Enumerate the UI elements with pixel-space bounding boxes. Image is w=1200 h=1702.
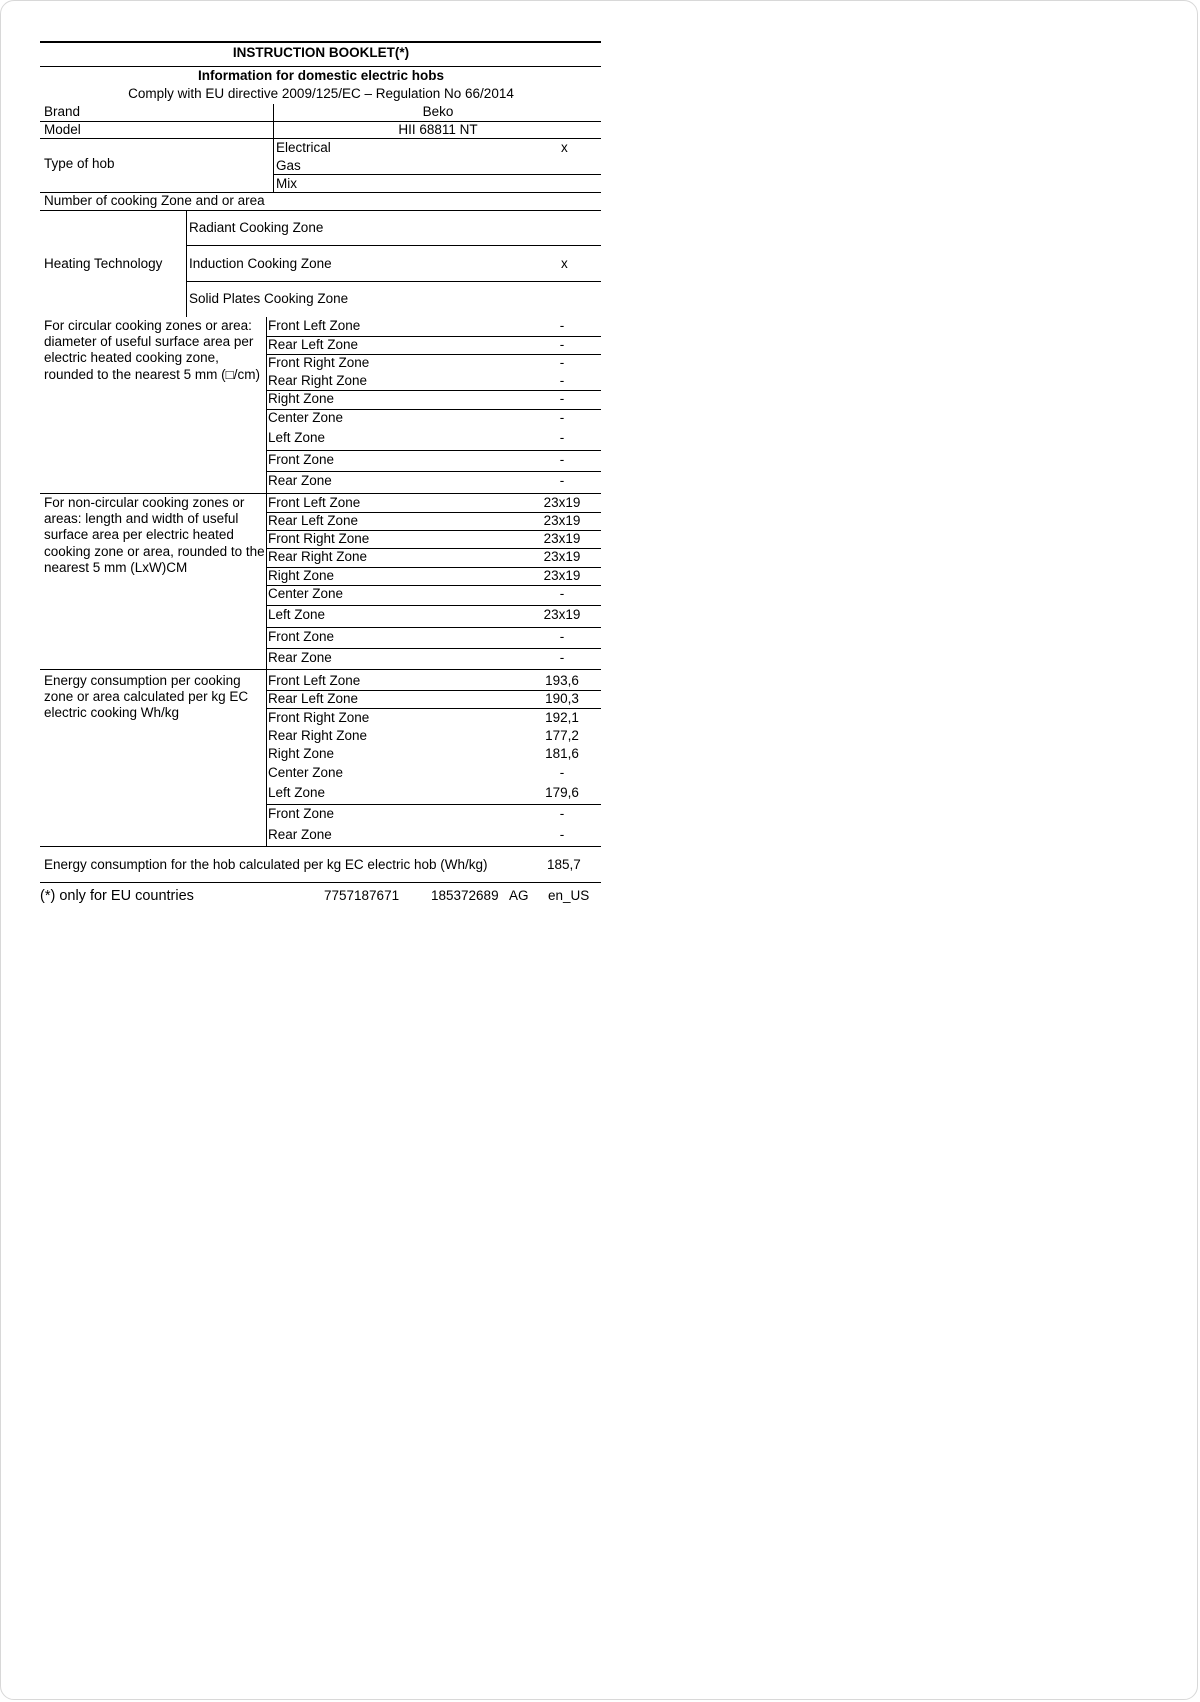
hob-type-electrical-mark: x — [561, 140, 568, 155]
energy-zone-name: Left Zone — [268, 785, 326, 800]
circular-zone-value: - — [559, 318, 565, 333]
rule — [267, 336, 601, 337]
heating-label: Heating Technology — [44, 256, 163, 271]
rule — [40, 882, 601, 883]
top-rule — [40, 41, 601, 43]
energy-zone-value: 190,3 — [545, 691, 579, 706]
energy-zone-value: 181,6 — [545, 746, 579, 761]
rule — [267, 409, 601, 410]
rule — [267, 450, 601, 451]
energy-zone-value: 192,1 — [545, 710, 579, 725]
circular-zone-name: Rear Zone — [268, 473, 332, 488]
zones-count-label: Number of cooking Zone and or area — [44, 193, 265, 208]
rule — [40, 210, 601, 211]
noncircular-zone-value: 23x19 — [543, 513, 581, 528]
noncircular-zone-value: 23x19 — [543, 568, 581, 583]
model-value: HII 68811 NT — [398, 122, 478, 137]
hob-type-mix: Mix — [276, 176, 297, 191]
rule — [186, 210, 187, 317]
energy-zone-value: - — [559, 806, 565, 821]
noncircular-zone-name: Right Zone — [268, 568, 335, 583]
rule — [40, 138, 601, 139]
noncircular-zone-value: 23x19 — [543, 531, 581, 546]
energy-zone-value: 193,6 — [545, 673, 579, 688]
energy-zone-name: Rear Zone — [268, 827, 332, 842]
circular-zone-name: Rear Left Zone — [268, 337, 359, 352]
rule — [40, 669, 601, 670]
rule — [40, 66, 601, 67]
circular-zone-name: Front Zone — [268, 452, 335, 467]
booklet-title: INSTRUCTION BOOKLET(*) — [232, 45, 410, 60]
circular-zone-name: Front Left Zone — [268, 318, 361, 333]
hob-type-label: Type of hob — [44, 156, 115, 171]
rule — [274, 174, 601, 175]
heating-induction-mark: x — [561, 256, 568, 271]
total-label: Energy consumption for the hob calculated per kg EC electric hob (Wh/kg) — [44, 857, 488, 872]
circular-label: For circular cooking zones or area: diameter of useful surface area per electric heated cooking zone, rounded to the nearest 5 mm (□/cm) — [44, 318, 260, 382]
energy-zone-value: - — [559, 765, 565, 780]
energy-zone-name: Rear Right Zone — [268, 728, 368, 743]
circular-zone-value: - — [559, 430, 565, 445]
noncircular-zone-value: 23x19 — [543, 495, 581, 510]
rule — [267, 390, 601, 391]
noncircular-zone-name: Left Zone — [268, 607, 326, 622]
energy-zone-name: Center Zone — [268, 765, 344, 780]
rule — [267, 567, 601, 568]
energy-zone-name: Front Right Zone — [268, 710, 370, 725]
rule — [267, 548, 601, 549]
rule — [267, 690, 601, 691]
rule — [267, 585, 601, 586]
rule — [267, 648, 601, 649]
footer-code-2: 185372689 — [431, 888, 499, 903]
energy-zone-value: 179,6 — [545, 785, 579, 800]
noncircular-zone-value: 23x19 — [543, 607, 581, 622]
brand-label: Brand — [44, 104, 81, 119]
footer-code-1: 7757187671 — [324, 888, 400, 903]
noncircular-zone-name: Front Zone — [268, 629, 335, 644]
circular-zone-value: - — [559, 355, 565, 370]
noncircular-zone-name: Rear Left Zone — [268, 513, 359, 528]
noncircular-zone-name: Front Left Zone — [268, 495, 361, 510]
circular-zone-value: - — [559, 452, 565, 467]
noncircular-zone-name: Center Zone — [268, 586, 344, 601]
rule — [40, 846, 601, 847]
heating-radiant: Radiant Cooking Zone — [189, 220, 324, 235]
rule — [267, 804, 601, 805]
circular-zone-value: - — [559, 337, 565, 352]
footer-note: (*) only for EU countries — [40, 888, 194, 904]
rule — [267, 512, 601, 513]
footer-locale: en_US — [548, 888, 590, 903]
noncircular-zone-value: 23x19 — [543, 549, 581, 564]
rule — [267, 471, 601, 472]
circular-zone-value: - — [559, 373, 565, 388]
model-label: Model — [44, 122, 81, 137]
noncircular-label: For non-circular cooking zones or areas: length and width of useful surface area per electric heated cooking zone or area, rounded to the nearest 5 mm (LxW)CM — [44, 495, 265, 575]
booklet-subtitle: Information for domestic electric hobs — [197, 68, 445, 83]
energy-zone-name: Rear Left Zone — [268, 691, 359, 706]
energy-label: Energy consumption per cooking zone or area calculated per kg EC electric cooking Wh/kg — [44, 673, 249, 721]
circular-zone-name: Right Zone — [268, 391, 335, 406]
rule — [40, 493, 601, 494]
rule — [267, 354, 601, 355]
noncircular-zone-value: - — [559, 650, 565, 665]
rule — [267, 627, 601, 628]
energy-zone-value: - — [559, 827, 565, 842]
footer-code-3: AG — [509, 888, 529, 903]
energy-zone-name: Right Zone — [268, 746, 335, 761]
circular-zone-value: - — [559, 391, 565, 406]
noncircular-zone-value: - — [559, 586, 565, 601]
rule — [267, 708, 601, 709]
circular-zone-value: - — [559, 410, 565, 425]
circular-zone-name: Center Zone — [268, 410, 344, 425]
hob-type-electrical: Electrical — [276, 140, 331, 155]
energy-zone-value: 177,2 — [545, 728, 579, 743]
circular-zone-name: Rear Right Zone — [268, 373, 368, 388]
brand-value: Beko — [422, 104, 454, 119]
circular-zone-name: Front Right Zone — [268, 355, 370, 370]
energy-zone-name: Front Zone — [268, 806, 335, 821]
circular-zone-value: - — [559, 473, 565, 488]
heating-induction: Induction Cooking Zone — [189, 256, 332, 271]
hob-type-gas: Gas — [276, 158, 301, 173]
rule — [266, 317, 267, 846]
rule — [187, 281, 601, 282]
total-value: 185,7 — [547, 857, 581, 872]
rule — [187, 245, 601, 246]
noncircular-zone-name: Rear Zone — [268, 650, 332, 665]
noncircular-zone-name: Rear Right Zone — [268, 549, 368, 564]
rule — [267, 605, 601, 606]
energy-zone-name: Front Left Zone — [268, 673, 361, 688]
circular-zone-name: Left Zone — [268, 430, 326, 445]
noncircular-zone-value: - — [559, 629, 565, 644]
noncircular-zone-name: Front Right Zone — [268, 531, 370, 546]
rule — [267, 530, 601, 531]
directive-text: Comply with EU directive 2009/125/EC – Regulation No 66/2014 — [128, 86, 514, 101]
heating-solid: Solid Plates Cooking Zone — [189, 291, 349, 306]
